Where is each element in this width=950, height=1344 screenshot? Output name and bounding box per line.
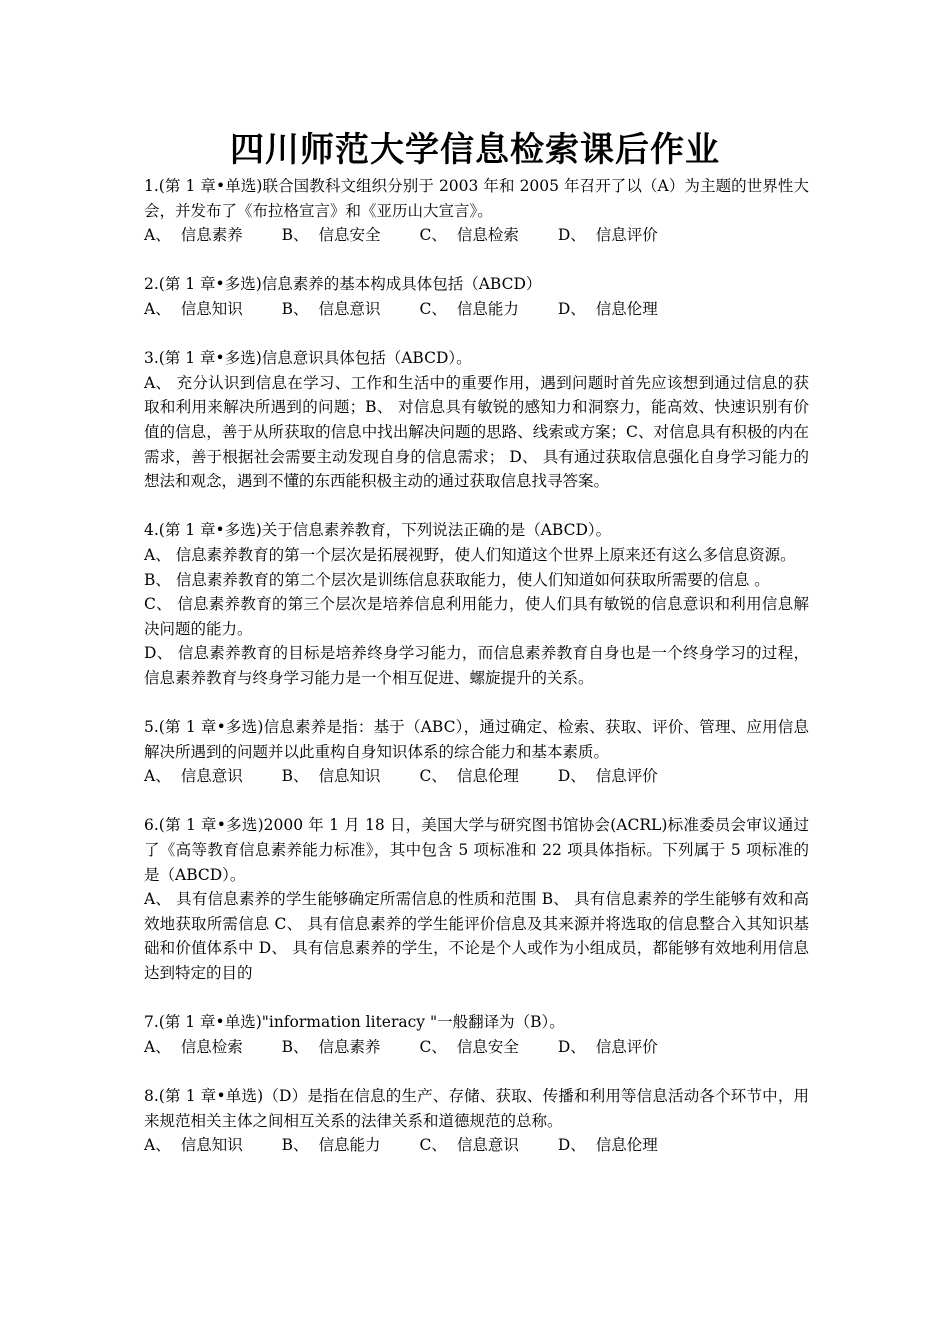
question-stem: 6.(第 1 章•多选)2000 年 1 月 18 日，美国大学与研究图书馆协会(ACRL)标准委员会审议通过了《高等教育信息素养能力标准》，其中包含 5 项标准和 22 项具体指标。下列属于 5 项标准的是（ABCD）。 [144, 816, 809, 884]
document-title: 四川师范大学信息检索课后作业 [230, 130, 720, 170]
options-row [144, 223, 809, 248]
option-text: 信息能力 [456, 299, 519, 318]
option-text: 信息伦理 [456, 767, 519, 786]
option-a [144, 223, 243, 248]
option-text: 信息意识 [180, 767, 243, 786]
question-4 [144, 518, 809, 690]
option-key: A、 [144, 767, 171, 786]
option-b [282, 1133, 381, 1158]
option-d [558, 1035, 658, 1060]
question-2 [144, 272, 809, 321]
option-key: D、 [557, 299, 586, 318]
options-row [144, 297, 809, 322]
question-stem: 4.(第 1 章•多选)关于信息素养教育，下列说法正确的是（ABCD）。 [144, 521, 612, 540]
options-row [144, 1035, 809, 1060]
option-key: D、 [557, 1136, 586, 1155]
question-list [144, 174, 809, 1182]
option-key: B、 [281, 1037, 309, 1056]
answer-paragraph: A、 具有信息素养的学生能够确定所需信息的性质和范围 B、 具有信息素养的学生能够有效和高效地获取所需信息 C、 具有信息素养的学生能评价信息及其来源并将选取的信息整合入其知识基础和价值体系中 D、 具有信息素养的学生，不论是个人或作为小组成员，都能够有效地利用信息达到特定的目的 [144, 890, 809, 982]
answer-paragraph: A、 充分认识到信息在学习、工作和生活中的重要作用，遇到问题时首先应该想到通过信息的获取和利用来解决所遇到的问题；B、 对信息具有敏锐的感知力和洞察力，能高效、快速识别有价值的信息，善于从所获取的信息中找出解决问题的思路、线索或方案；C、对信息具有积极的内在需求，善于根据社会需要主动发现自身的信息需求； D、 具有通过获取信息强化自身学习能力的想法和观念，遇到不懂的东西能积极主动的通过获取信息找寻答案。 [144, 373, 809, 491]
option-d [558, 223, 658, 248]
option-d [558, 297, 658, 322]
option-key: A、 [144, 1136, 171, 1155]
option-text: 信息素养 [318, 1037, 381, 1056]
question-stem: 7.(第 1 章•单选)"information literacy "一般翻译为（B）。 [144, 1013, 565, 1032]
option-text: 信息素养 [180, 226, 243, 245]
question-6 [144, 813, 809, 985]
option-c [420, 223, 519, 248]
option-text: 信息意识 [318, 299, 381, 318]
option-key: C、 [419, 1037, 447, 1056]
question-stem: 3.(第 1 章•多选)信息意识具体包括（ABCD）。 [144, 349, 472, 368]
answer-paragraph: B、 信息素养教育的第二个层次是训练信息获取能力，使人们知道如何获取所需要的信息 。 [144, 570, 770, 589]
option-b [282, 297, 381, 322]
option-c [420, 764, 519, 789]
option-text: 信息知识 [180, 1136, 243, 1155]
question-stem: 1.(第 1 章•单选)联合国教科文组织分别于 2003 年和 2005 年召开了以（A）为主题的世界性大会，并发布了《布拉格宣言》和《亚历山大宣言》。 [144, 177, 809, 220]
option-text: 信息伦理 [595, 1136, 658, 1155]
option-c [420, 1035, 519, 1060]
answer-paragraph: C、 信息素养教育的第三个层次是培养信息利用能力，使人们具有敏锐的信息意识和利用信息解决问题的能力。 [144, 595, 809, 638]
option-b [282, 1035, 381, 1060]
option-text: 信息检索 [456, 226, 519, 245]
option-text: 信息知识 [180, 299, 243, 318]
option-key: C、 [419, 1136, 447, 1155]
option-d [558, 1133, 658, 1158]
option-a [144, 1133, 243, 1158]
option-key: B、 [281, 299, 309, 318]
option-text: 信息伦理 [595, 299, 658, 318]
question-stem: 5.(第 1 章•多选)信息素养是指：基于（ABC），通过确定、检索、获取、评价、管理、应用信息解决所遇到的问题并以此重构自身知识体系的综合能力和基本素质。 [144, 718, 809, 761]
option-key: B、 [281, 226, 309, 245]
option-key: B、 [281, 767, 309, 786]
option-key: C、 [419, 226, 447, 245]
option-key: A、 [144, 226, 171, 245]
option-text: 信息检索 [180, 1037, 243, 1056]
question-1 [144, 174, 809, 248]
option-key: A、 [144, 1037, 171, 1056]
option-key: A、 [144, 299, 171, 318]
option-key: C、 [419, 299, 447, 318]
options-row [144, 1133, 809, 1158]
option-text: 信息评价 [595, 1037, 658, 1056]
options-row [144, 764, 809, 789]
option-text: 信息评价 [595, 767, 658, 786]
option-text: 信息能力 [318, 1136, 381, 1155]
option-c [420, 1133, 519, 1158]
option-a [144, 297, 243, 322]
question-7 [144, 1010, 809, 1059]
option-text: 信息评价 [595, 226, 658, 245]
option-b [282, 764, 381, 789]
option-a [144, 764, 243, 789]
question-5 [144, 715, 809, 789]
question-8 [144, 1084, 809, 1158]
option-key: D、 [557, 1037, 586, 1056]
option-text: 信息安全 [318, 226, 381, 245]
option-c [420, 297, 519, 322]
option-text: 信息意识 [456, 1136, 519, 1155]
option-text: 信息知识 [318, 767, 381, 786]
question-stem: 8.(第 1 章•单选)（D）是指在信息的生产、存储、获取、传播和利用等信息活动各个环节中，用来规范相关主体之间相互关系的法律关系和道德规范的总称。 [144, 1086, 809, 1130]
question-3 [144, 346, 809, 494]
option-b [282, 223, 381, 248]
option-d [558, 764, 658, 789]
answer-paragraph: A、 信息素养教育的第一个层次是拓展视野，使人们知道这个世界上原来还有这么多信息资源。 [144, 545, 796, 564]
option-key: D、 [557, 767, 586, 786]
question-stem: 2.(第 1 章•多选)信息素养的基本构成具体包括（ABCD） [144, 275, 542, 294]
option-key: D、 [557, 226, 586, 245]
option-key: B、 [281, 1136, 309, 1155]
answer-paragraph: D、 信息素养教育的目标是培养终身学习能力，而信息素养教育自身也是一个终身学习的过程，信息素养教育与终身学习能力是一个相互促进、螺旋提升的关系。 [144, 644, 809, 687]
option-key: C、 [419, 767, 447, 786]
option-a [144, 1035, 243, 1060]
option-text: 信息安全 [456, 1037, 519, 1056]
